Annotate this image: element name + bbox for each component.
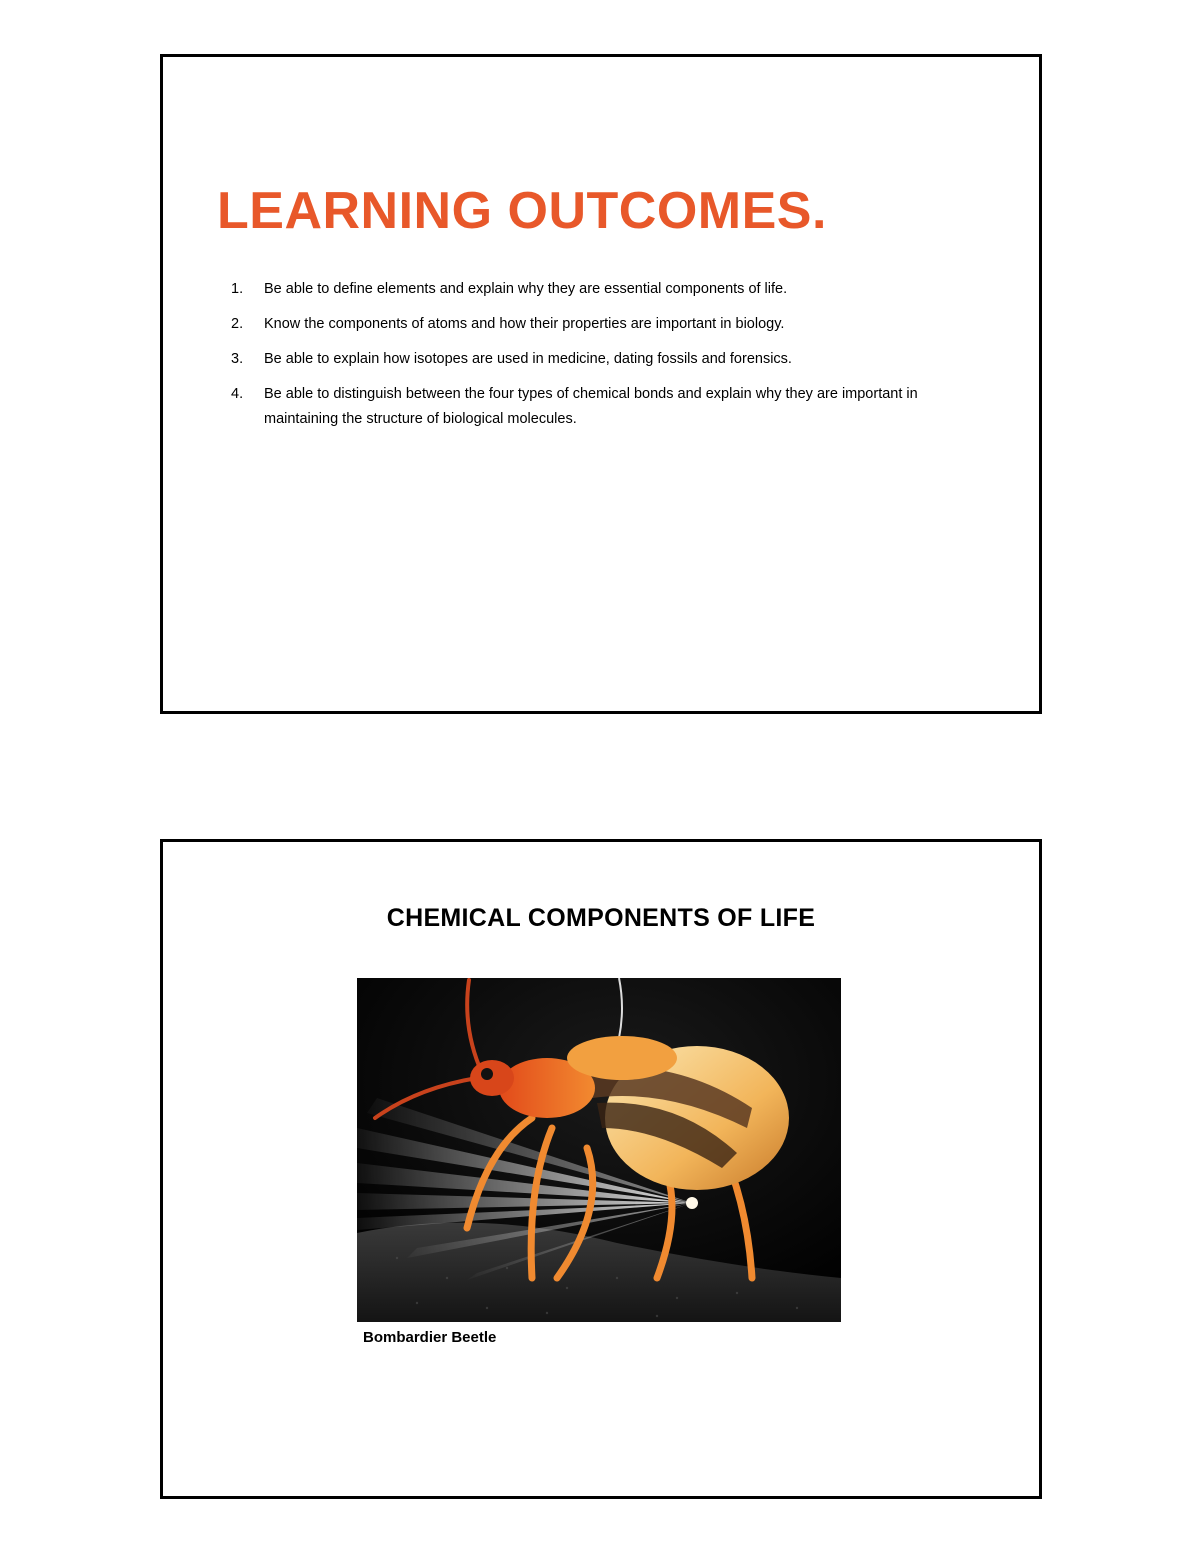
slide-learning-outcomes bbox=[160, 54, 1042, 714]
bombardier-beetle-photo bbox=[357, 978, 841, 1322]
list-item-number: 3. bbox=[231, 351, 244, 367]
list-item-number: 4. bbox=[231, 386, 244, 402]
slide-chemical-components bbox=[160, 839, 1042, 1499]
slide-title: CHEMICAL COMPONENTS OF LIFE bbox=[386, 904, 816, 932]
list-item-number: 2. bbox=[231, 316, 244, 332]
list-item bbox=[231, 347, 931, 372]
outcomes-list bbox=[231, 277, 931, 442]
list-item bbox=[231, 277, 931, 302]
list-item bbox=[231, 382, 931, 432]
slide-title: LEARNING OUTCOMES. bbox=[217, 182, 827, 240]
list-item-number: 1. bbox=[231, 281, 244, 297]
list-item-text: Be able to define elements and explain why they are essential components of life. bbox=[264, 281, 788, 297]
image-caption: Bombardier Beetle bbox=[363, 1329, 497, 1346]
list-item-text: Know the components of atoms and how their properties are important in biology. bbox=[264, 316, 785, 332]
list-item-text: Be able to distinguish between the four types of chemical bonds and explain why they are important in maintaining the structure of biological molecules. bbox=[264, 386, 918, 427]
list-item bbox=[231, 312, 931, 337]
list-item-text: Be able to explain how isotopes are used in medicine, dating fossils and forensics. bbox=[264, 351, 792, 367]
